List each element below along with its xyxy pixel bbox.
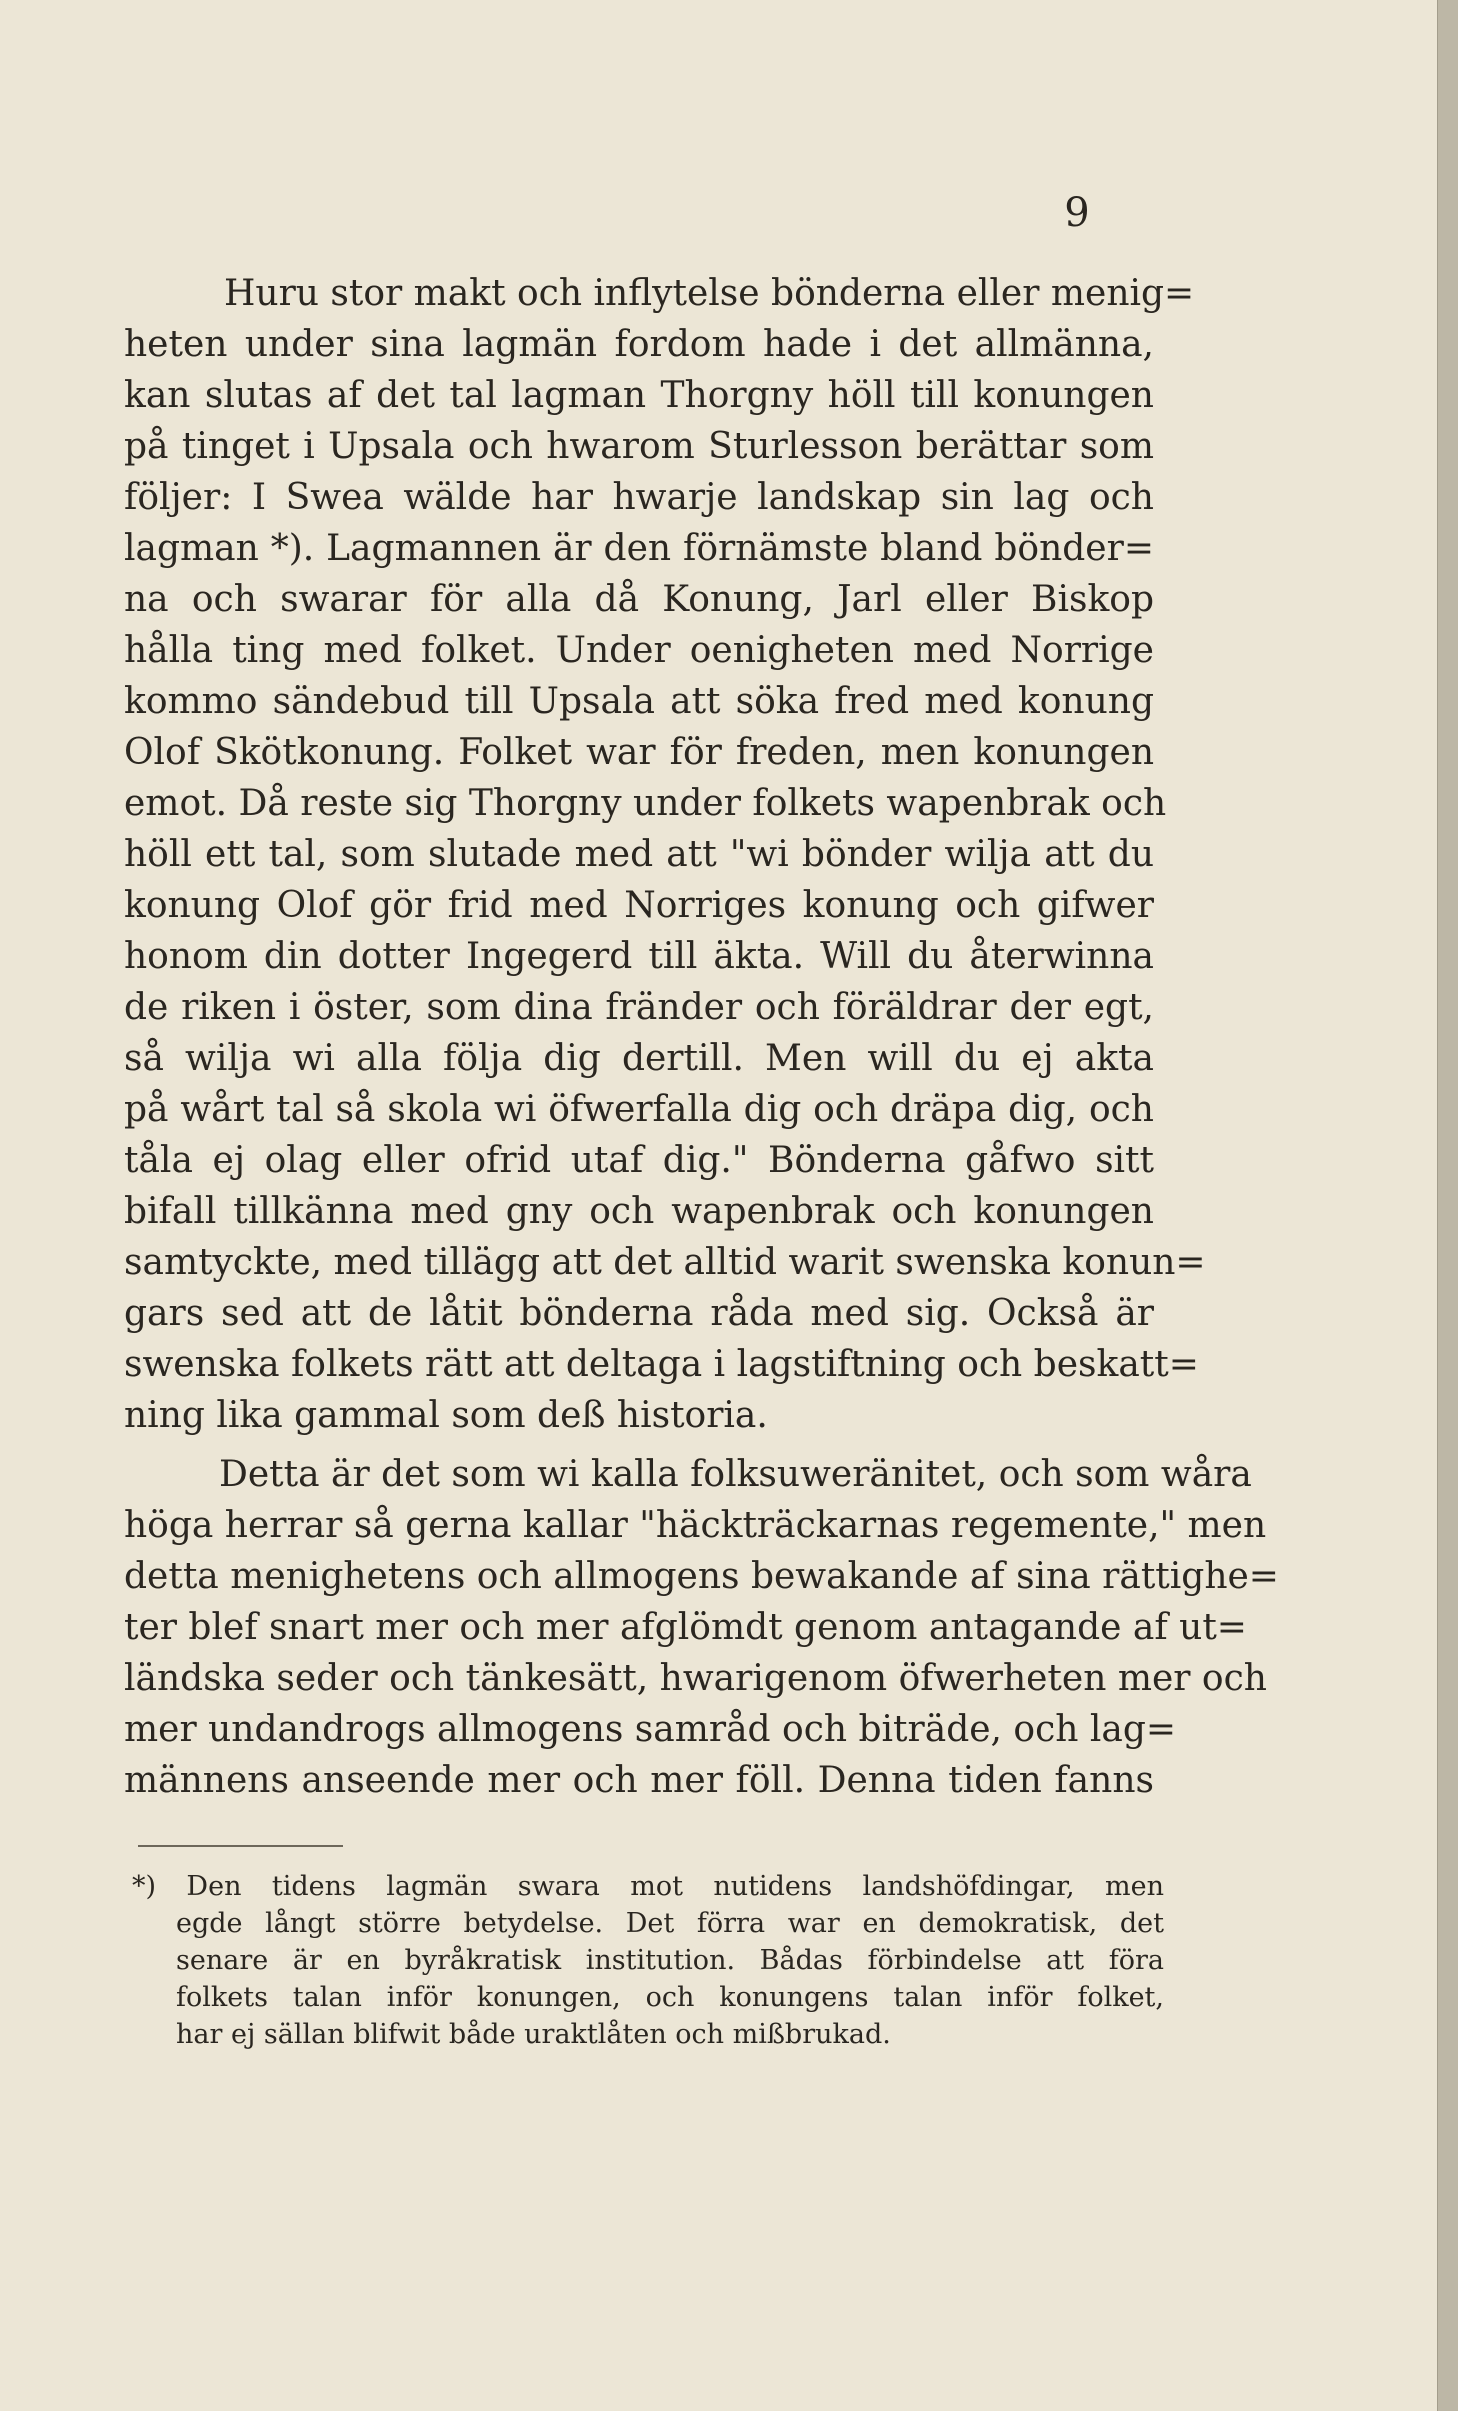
text-line: ning lika gammal som deß historia. [124, 1395, 768, 1436]
text-line: männens anseende mer och mer föll. Denna tiden fanns [124, 1760, 1154, 1801]
text-line: kan slutas af det tal lagman Thorgny höll till konungen [124, 375, 1154, 416]
page-number: 9 [1064, 190, 1090, 236]
text-line: detta menighetens och allmogens bewakande af sina rättighe= [124, 1556, 1279, 1597]
paragraph [124, 268, 1206, 1441]
footnote-line: har ej sällan blifwit både uraktlåten och mißbrukad. [176, 2019, 891, 2050]
text-line: lagman *). Lagmannen är den förnämste bland bönder= [124, 528, 1154, 569]
text-line: höga herrar så gerna kallar "häckträckarnas regemente," men [124, 1505, 1267, 1546]
footnote [132, 1868, 1164, 2053]
text-line: följer: I Swea wälde har hwarje landskap sin lag och [124, 477, 1154, 518]
text-line: swenska folkets rätt att deltaga i lagstiftning och beskatt= [124, 1344, 1199, 1385]
text-line: gars sed att de låtit bönderna råda med sig. Också är [124, 1293, 1154, 1334]
footnote-line: senare är en byråkratisk institution. Bådas förbindelse att föra [176, 1945, 1164, 1976]
text-line: bifall tillkänna med gny och wapenbrak och konungen [124, 1191, 1154, 1232]
text-line: hålla ting med folket. Under oenigheten med Norrige [124, 630, 1154, 671]
text-line: Olof Skötkonung. Folket war för freden, men konungen [124, 732, 1154, 773]
text-line: på tinget i Upsala och hwarom Sturlesson berättar som [124, 426, 1154, 467]
text-line: de riken i öster, som dina fränder och föräldrar der egt, [124, 987, 1154, 1028]
text-line: Detta är det som wi kalla folksuweränitet, och som wåra [219, 1454, 1252, 1495]
text-line: honom din dotter Ingegerd till äkta. Will du återwinna [124, 936, 1154, 977]
page-edge [1437, 0, 1458, 2411]
text-line: emot. Då reste sig Thorgny under folkets wapenbrak och [124, 783, 1167, 824]
paragraph [124, 1449, 1279, 1806]
footnote-line: *) Den tidens lagmän swara mot nutidens landshöfdingar, men [132, 1871, 1164, 1902]
text-line: konung Olof gör frid med Norriges konung och gifwer [124, 885, 1154, 926]
text-line: mer undandrogs allmogens samråd och biträde, och lag= [124, 1709, 1177, 1750]
footnote-line: folkets talan inför konungen, och konungens talan inför folket, [176, 1982, 1164, 2013]
text-line: kommo sändebud till Upsala att söka fred med konung [124, 681, 1154, 722]
footnote-divider [138, 1845, 343, 1847]
text-line: heten under sina lagmän fordom hade i det allmänna, [124, 324, 1154, 365]
text-line: ter blef snart mer och mer afglömdt genom antagande af ut= [124, 1607, 1247, 1648]
text-line: på wårt tal så skola wi öfwerfalla dig och dräpa dig, och [124, 1089, 1154, 1130]
text-line: Huru stor makt och inflytelse bönderna eller menig= [224, 273, 1195, 314]
text-line: ländska seder och tänkesätt, hwarigenom öfwerheten mer och [124, 1658, 1267, 1699]
text-line: samtyckte, med tillägg att det alltid warit swenska konun= [124, 1242, 1206, 1283]
text-line: tåla ej olag eller ofrid utaf dig." Bönderna gåfwo sitt [124, 1140, 1154, 1181]
footnote-line: egde långt större betydelse. Det förra war en demokratisk, det [176, 1908, 1164, 1939]
body-text [124, 268, 1279, 1806]
text-line: höll ett tal, som slutade med att "wi bönder wilja att du [124, 834, 1154, 875]
text-line: så wilja wi alla följa dig dertill. Men will du ej akta [124, 1038, 1154, 1079]
text-line: na och swarar för alla då Konung, Jarl eller Biskop [124, 579, 1154, 620]
